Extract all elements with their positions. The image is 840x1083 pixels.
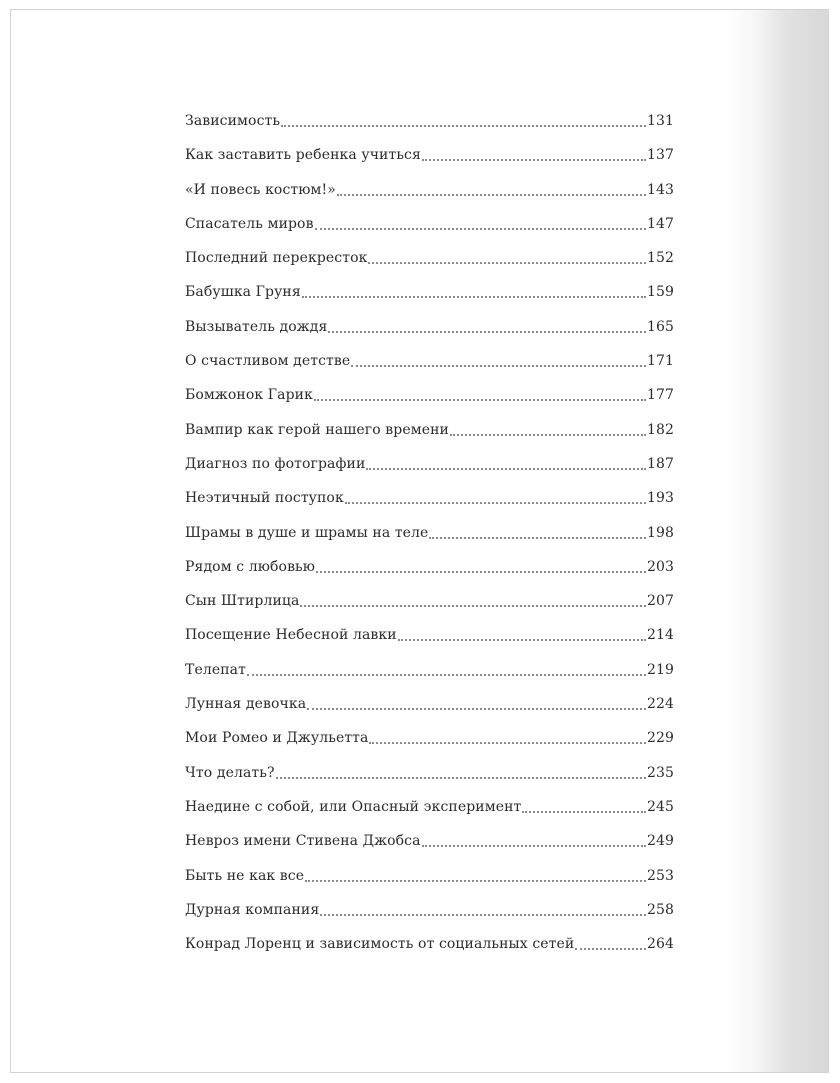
toc-entry-page: 235 [646,764,674,781]
toc-entry-title: Последний перекресток [185,250,368,267]
toc-entry [185,868,674,902]
toc-entry-title: Дурная компания [185,901,320,918]
toc-entry [185,696,674,730]
toc-entry-page: 152 [646,250,674,267]
toc-entry-title: Телепат [185,661,246,678]
toc-entry-page: 182 [646,421,674,438]
toc-entry [185,250,674,284]
dot-leader [422,845,646,847]
dot-leader [351,365,646,367]
table-of-contents [185,113,674,970]
dot-leader [422,159,646,161]
toc-entry-title: Как заставить ребенка учиться [185,147,421,164]
dot-leader [328,331,646,333]
toc-entry-title: Мои Ромео и Джульетта [185,730,369,747]
toc-entry-title: Рядом с любовью [185,558,316,575]
toc-entry [185,490,674,524]
toc-entry-page: 219 [646,661,674,678]
toc-entry [185,113,674,147]
toc-entry [185,147,674,181]
toc-entry-page: 253 [646,867,674,884]
toc-entry-title: Вампир как герой нашего времени [185,421,449,438]
toc-entry-page: 214 [646,627,674,644]
toc-entry-title: Зависимость [185,113,281,129]
toc-entry-page: 165 [646,318,674,335]
dot-leader [247,674,646,676]
toc-entry [185,730,674,764]
toc-entry-title: Бомжонок Гарик [185,387,313,404]
toc-entry-title: Сын Штирлица [185,593,300,610]
toc-entry [185,422,674,456]
toc-entry-page: 203 [646,558,674,575]
toc-entry [185,525,674,559]
dot-leader [320,914,646,916]
toc-entry-page: 147 [646,215,674,232]
toc-entry [185,559,674,593]
toc-entry [185,662,674,696]
toc-entry [185,284,674,318]
toc-entry-page: 193 [646,490,674,507]
toc-entry [185,216,674,250]
toc-entry-title: Невроз имени Стивена Джобса [185,833,421,850]
toc-entry-title: Бабушка Груня [185,284,301,301]
toc-entry-title: Шрамы в душе и шрамы на теле [185,524,429,541]
toc-entry-title: Спасатель миров [185,215,314,232]
toc-entry [185,387,674,421]
toc-entry [185,627,674,661]
toc-entry-page: 137 [646,147,674,164]
toc-entry [185,353,674,387]
dot-leader [429,537,646,539]
toc-entry-title: Вызыватель дождя [185,318,328,335]
toc-entry-page: 229 [646,730,674,747]
toc-entry-title: Конрад Лоренц и зависимость от социальных сетей [185,936,575,953]
toc-entry [185,319,674,353]
toc-entry [185,833,674,867]
dot-leader [307,708,646,710]
dot-leader [305,880,646,882]
dot-leader [315,228,646,230]
toc-entry-page: 187 [646,455,674,472]
toc-entry-title: Быть не как все [185,867,305,884]
dot-leader [300,605,646,607]
toc-entry-title: О счастливом детстве [185,353,351,370]
dot-leader [345,502,646,504]
toc-entry-page: 207 [646,593,674,610]
toc-entry-page: 264 [646,936,674,953]
toc-entry-title: Лунная девочка [185,696,307,713]
toc-entry [185,765,674,799]
toc-entry-page: 224 [646,696,674,713]
dot-leader [366,468,646,470]
toc-entry [185,936,674,970]
dot-leader [575,948,646,950]
toc-entry-page: 143 [646,181,674,198]
toc-entry-page: 131 [646,113,674,129]
dot-leader [522,811,646,813]
dot-leader [314,399,646,401]
toc-entry [185,182,674,216]
toc-entry-title: Посещение Небесной лавки [185,627,397,644]
toc-entry-title: Наедине с собой, или Опасный эксперимент [185,798,522,815]
toc-entry-title: Неэтичный поступок [185,490,344,507]
toc-entry-page: 258 [646,901,674,918]
dot-leader [368,262,646,264]
toc-entry [185,799,674,833]
dot-leader [450,434,646,436]
toc-entry [185,456,674,490]
toc-entry-page: 171 [646,353,674,370]
dot-leader [398,639,646,641]
dot-leader [337,194,646,196]
dot-leader [316,571,646,573]
dot-leader [276,777,646,779]
toc-entry-title: «И повесь костюм!» [185,181,336,198]
toc-entry-page: 198 [646,524,674,541]
dot-leader [369,742,646,744]
dot-leader [281,125,646,127]
book-page [10,9,829,1073]
toc-entry-page: 249 [646,833,674,850]
toc-entry-title: Что делать? [185,764,275,781]
toc-entry-page: 245 [646,798,674,815]
toc-entry [185,593,674,627]
dot-leader [302,296,646,298]
toc-entry-page: 159 [646,284,674,301]
toc-entry-page: 177 [646,387,674,404]
toc-entry [185,902,674,936]
toc-entry-title: Диагноз по фотографии [185,455,366,472]
